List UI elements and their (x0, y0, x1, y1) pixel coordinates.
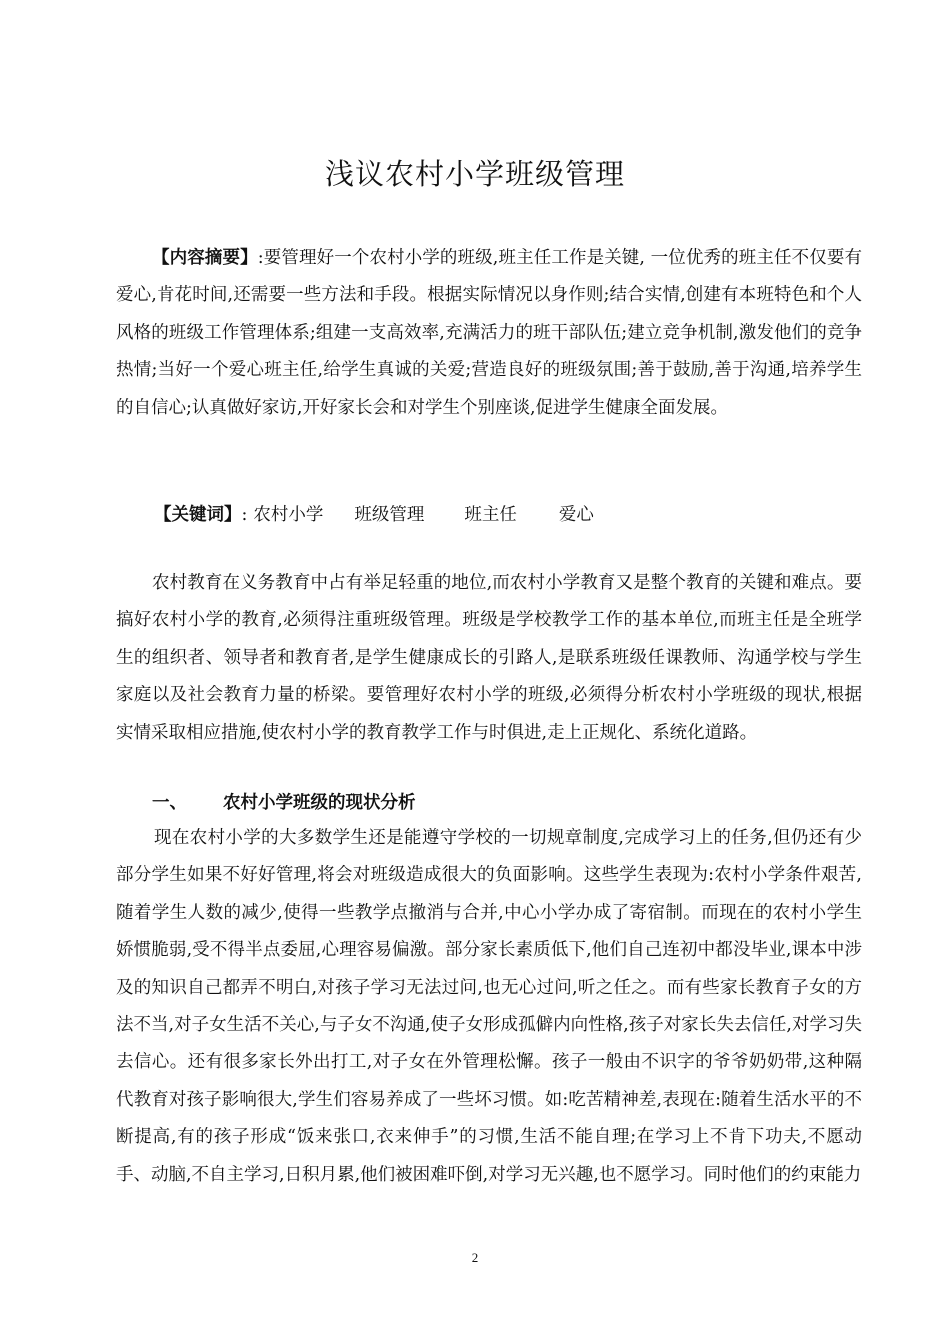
document-title: 浅议农村小学班级管理 (324, 157, 625, 191)
keyword-item: 爱心 (558, 505, 594, 525)
section-body-paragraph: 现在农村小学的大多数学生还是能遵守学校的一切规章制度,完成学习上的任务,但仍还有少部分学生如果不好好管理,将会对班级造成很大的负面影响。这些学生表现为:农村小学条件艰苦,随着学生人数的减少,使得一些教学点撤消与合并,中心小学办成了寄宿制。而现在的农村小学生娇惯脆弱,受不得半点委屈,心理容易偏激。部分家长素质低下,他们自己连初中都没毕业,课本中涉及的知识自己都弄不明白,对孩子学习无法过问,也无心过问,听之任之。而有些家长教育子女的方法不当,对子女生活不关心,与子女不沟通,使子女形成孤僻内向性格,孩子对家长失去信任,对学习失去信心。还有很多家长外出打工,对子女在外管理松懈。孩子一般由不识字的爷爷奶奶带,这种隔代教育对孩子影响很大,学生们容易养成了一些坏习惯。如:吃苦精神差,表现在:随着生活水平的不断提高,有的孩子形成“饭来张口,衣来伸手”的习惯,生活不能自理;在学习上不肯下功夫,不愿动手、动脑,不自主学习,日积月累,他们被困难吓倒,对学习无兴趣,也不愿学习。同时他们的约束能力 (116, 828, 862, 1185)
page-number: 2 (471, 1250, 479, 1265)
section-number: 一、 (152, 793, 187, 813)
keywords-label: 【关键词】 (154, 505, 242, 525)
abstract-text: :要管理好一个农村小学的班级,班主任工作是关键, 一位优秀的班主任不仅要有爱心,肯花时间,还需要一些方法和手段。根据实际情况以身作则;结合实情,创建有本班特色和个人风格的班级工作管理体系;组建一支高效率,充满活力的班干部队伍;建立竞争机制,激发他们的竞争热情;当好一个爱心班主任,给学生真诚的关爱;营造良好的班级氛围;善于鼓励,善于沟通,培养学生的自信心;认真做好家访,开好家长会和对学生个别座谈,促进学生健康全面发展。 (116, 248, 862, 418)
section-heading-text: 农村小学班级的现状分析 (223, 793, 416, 813)
keyword-item: 班级管理 (354, 505, 425, 525)
keyword-item: 农村小学 (253, 505, 324, 525)
abstract-label: 【内容摘要】 (152, 248, 258, 268)
keywords-separator: : (241, 505, 248, 525)
section-heading (152, 788, 416, 818)
intro-paragraph: 农村教育在义务教育中占有举足轻重的地位,而农村小学教育又是整个教育的关键和难点。要搞好农村小学的教育,必须得注重班级管理。班级是学校教学工作的基本单位,而班主任是全班学生的组织者、领导者和教育者,是学生健康成长的引路人,是联系班级任课教师、沟通学校与学生家庭以及社会教育力量的桥梁。要管理好农村小学的班级,必须得分析农村小学班级的现状,根据实情采取相应措施,使农村小学的教育教学工作与时俱进,走上正规化、系统化道路。 (116, 573, 862, 743)
keywords-line (154, 497, 594, 534)
abstract-paragraph (116, 240, 862, 427)
keyword-item: 班主任 (464, 505, 517, 525)
